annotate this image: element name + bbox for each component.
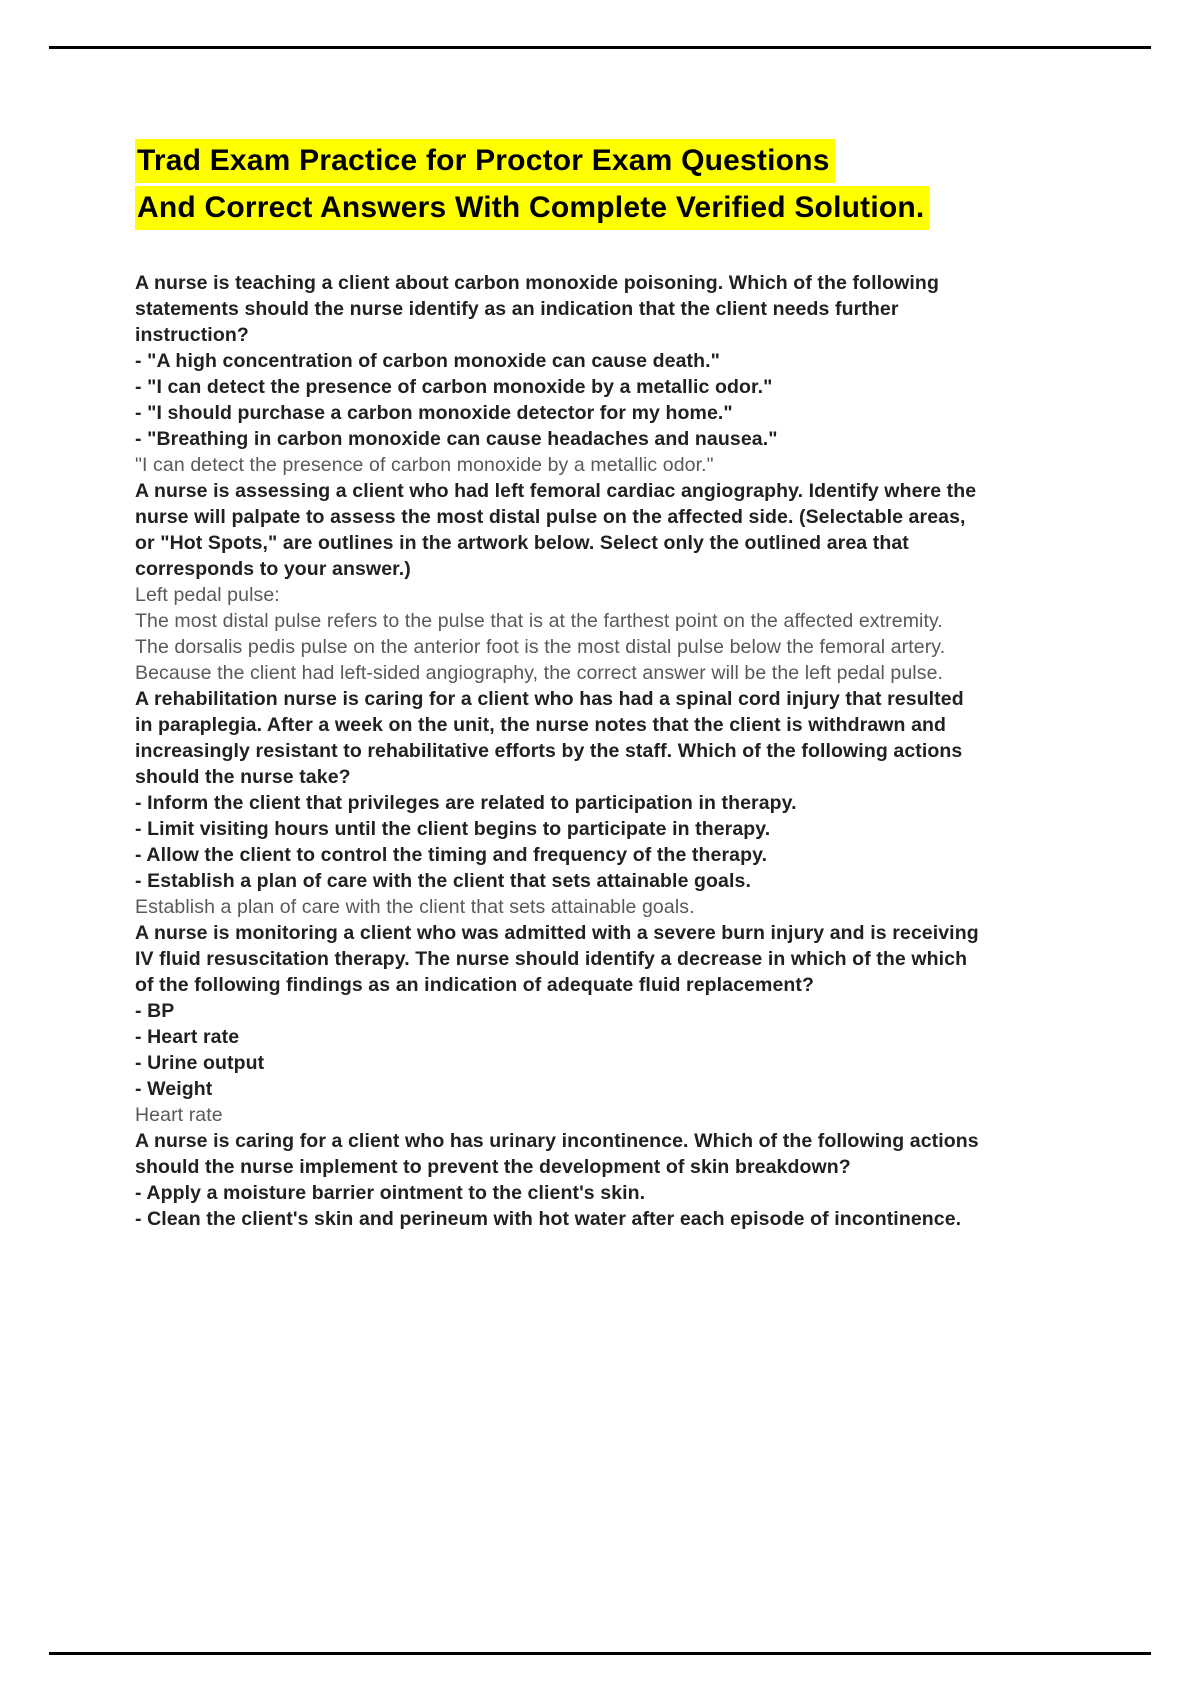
question-line: - "A high concentration of carbon monoxide can cause death." [135,350,721,372]
question-line: - Inform the client that privileges are related to participation in therapy. [135,792,797,814]
question-line: - "I should purchase a carbon monoxide detector for my home." [135,402,733,424]
answer-line: "I can detect the presence of carbon monoxide by a metallic odor." [135,454,714,476]
document-title [135,136,980,230]
title-highlight-2: And Correct Answers With Complete Verified Solution. [135,186,929,230]
question-line: - Limit visiting hours until the client begins to participate in therapy. [135,818,771,840]
answer-line: Establish a plan of care with the client that sets attainable goals. [135,896,695,918]
question-line: - "I can detect the presence of carbon monoxide by a metallic odor." [135,376,773,398]
answer-line: The most distal pulse refers to the pulse that is at the farthest point on the affected extremity. The dorsalis pedis pulse on the anterior foot is the most distal pulse below the femoral artery. Because the client had left-sided angiography, the correct answer will be the left pedal pulse. [135,610,946,684]
question-line: - Apply a moisture barrier ointment to the client's skin. [135,1182,646,1204]
question-line: A nurse is assessing a client who had left femoral cardiac angiography. Identify where the nurse will palpate to assess the most distal pulse on the affected side. (Selectable areas, or "Hot Spots," are outlines in the artwork below. Select only the outlined area that corresponds to your answer.) [135,480,977,580]
question-line: A nurse is monitoring a client who was admitted with a severe burn injury and is receiving IV fluid resuscitation therapy. The nurse should identify a decrease in which of the which of the following findings as an indication of adequate fluid replacement? [135,922,979,996]
answer-line: Heart rate [135,1104,223,1126]
top-horizontal-rule [49,46,1151,49]
question-line: - Urine output [135,1052,265,1074]
question-line: A nurse is teaching a client about carbon monoxide poisoning. Which of the following statements should the nurse identify as an indication that the client needs further instruction? [135,272,939,346]
title-line-1 [135,136,980,183]
question-line: - Weight [135,1078,213,1100]
question-line: - Heart rate [135,1026,240,1048]
bottom-horizontal-rule [49,1652,1151,1655]
question-line: A rehabilitation nurse is caring for a client who has had a spinal cord injury that resulted in paraplegia. After a week on the unit, the nurse notes that the client is withdrawn and increasingly resistant to rehabilitative efforts by the staff. Which of the following actions should the nurse take? [135,688,964,788]
question-line: - "Breathing in carbon monoxide can cause headaches and nausea." [135,428,778,450]
title-line-2 [135,183,980,230]
title-highlight-1: Trad Exam Practice for Proctor Exam Questions [135,139,835,183]
question-line: - Allow the client to control the timing and frequency of the therapy. [135,844,768,866]
answer-line: Left pedal pulse: [135,584,280,606]
question-line: - Establish a plan of care with the client that sets attainable goals. [135,870,751,892]
question-line: A nurse is caring for a client who has urinary incontinence. Which of the following actions should the nurse implement to prevent the development of skin breakdown? [135,1130,979,1178]
document-body [135,270,980,1232]
question-line: - BP [135,1000,175,1022]
question-line: - Clean the client's skin and perineum with hot water after each episode of incontinence. [135,1208,962,1230]
document-content [135,136,980,1232]
